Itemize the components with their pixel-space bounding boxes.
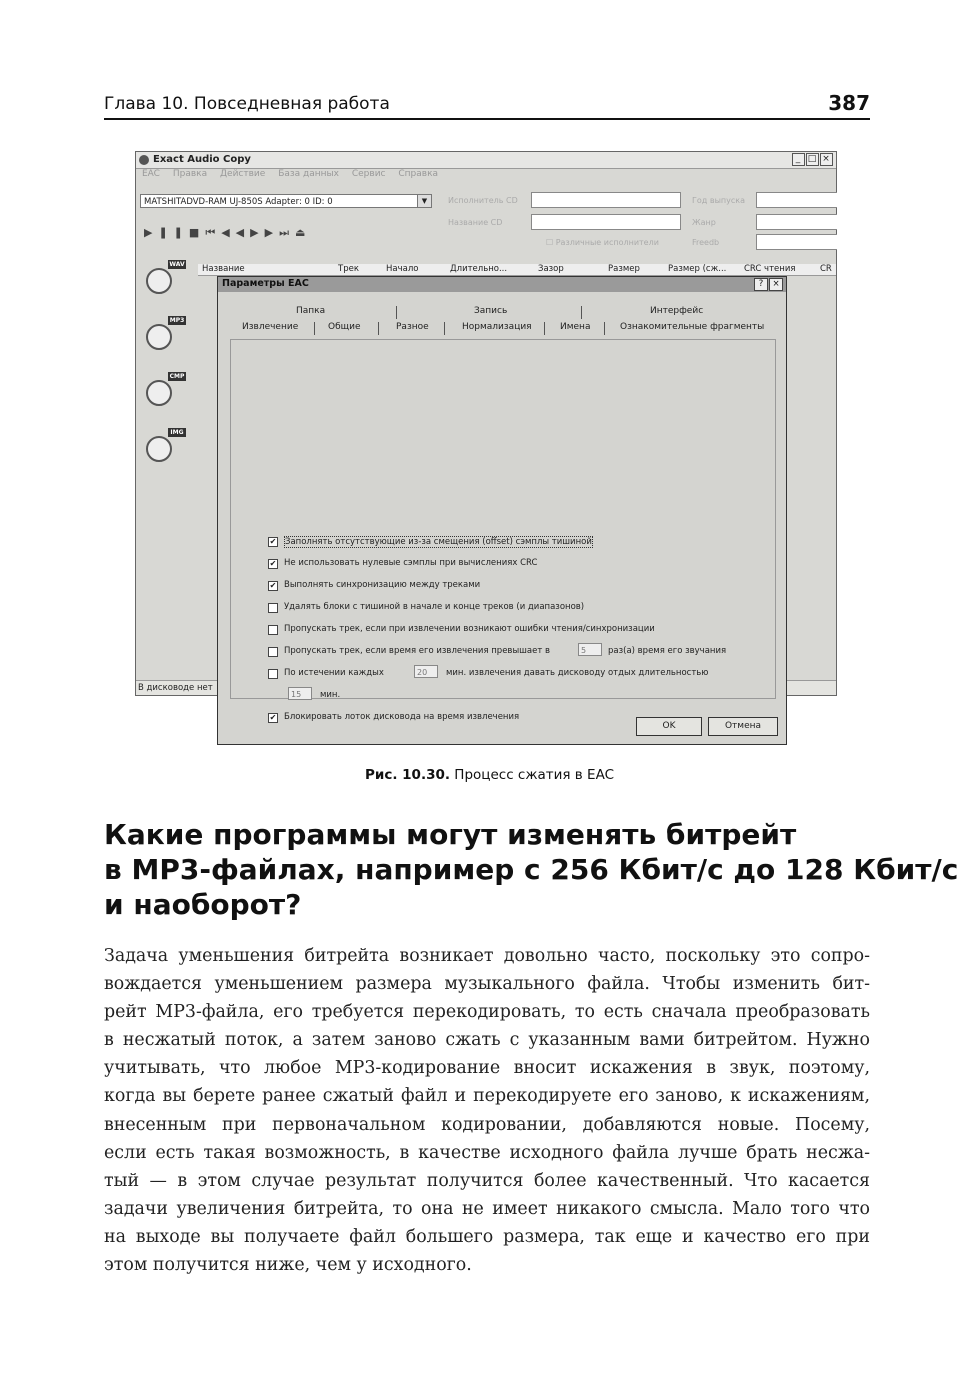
body-line: этом получится ниже, чем у исходного.	[104, 1255, 472, 1276]
col-size[interactable]: Размер	[608, 264, 640, 274]
forward-icon[interactable]: ▶▶	[250, 226, 280, 239]
menu-bar	[136, 169, 836, 183]
year-field[interactable]	[756, 192, 837, 208]
drive-select[interactable]	[140, 194, 432, 208]
col-start[interactable]: Начало	[386, 264, 419, 274]
heading-line: Какие программы могут изменять битрейт	[104, 818, 797, 851]
col-gap[interactable]: Зазор	[538, 264, 564, 274]
cd-artist-label: Исполнитель CD	[448, 196, 518, 205]
caption-text: Процесс сжатия в EAC	[450, 767, 615, 783]
col-crc-read[interactable]: CRC чтения	[744, 264, 796, 274]
col-length[interactable]: Длительно...	[450, 264, 508, 274]
option-label: Пропускать трек, если при извлечении возникают ошибки чтения/синхронизации	[284, 624, 655, 634]
rewind-icon[interactable]: ◀◀	[221, 226, 251, 239]
cd-artist-field[interactable]	[531, 192, 681, 208]
chapter-title: Глава 10. Повседневная работа	[104, 94, 390, 114]
side-img-button[interactable]	[144, 428, 186, 472]
dialog-titlebar	[218, 277, 786, 292]
menu-database[interactable]: База данных	[278, 169, 339, 179]
menu-tools[interactable]: Сервис	[351, 169, 386, 179]
menu-edit[interactable]: Правка	[172, 169, 208, 179]
caption-label: Рис. 10.30.	[364, 767, 450, 783]
pause-icon[interactable]: ❚❚	[158, 226, 189, 239]
checkbox[interactable]	[268, 669, 278, 679]
slow-factor-input[interactable]: 5	[578, 643, 602, 656]
checkbox[interactable]: ✔	[269, 581, 277, 590]
tab-divider	[378, 322, 379, 335]
chevron-down-icon[interactable]: ▼	[417, 195, 431, 207]
window-controls	[791, 153, 833, 166]
tab-previews[interactable]: Ознакомительные фрагменты	[620, 322, 765, 332]
various-artists-label: Различные исполнители	[555, 238, 659, 247]
wav-tag: WAV	[169, 261, 185, 268]
eject-icon[interactable]: ⏏	[294, 226, 312, 239]
help-button[interactable]: ?	[754, 278, 768, 291]
stop-icon[interactable]: ■	[188, 226, 206, 239]
body-paragraph	[104, 942, 870, 1279]
figure-screenshot	[135, 151, 837, 745]
figure-caption	[0, 767, 979, 783]
option-label: Блокировать лоток дисковода на время извлечения	[284, 712, 520, 722]
tab-names[interactable]: Имена	[560, 322, 591, 332]
checkbox[interactable]	[268, 603, 278, 613]
disc-icon	[146, 436, 172, 462]
cd-title-label: Название CD	[448, 218, 503, 227]
genre-label: Жанр	[692, 218, 716, 227]
maximize-button[interactable]: □	[807, 154, 818, 164]
tab-folder[interactable]: Папка	[296, 306, 326, 316]
menu-eac[interactable]: EAC	[142, 169, 160, 179]
col-crc[interactable]: CR	[820, 264, 832, 274]
cd-title-field[interactable]	[531, 214, 681, 230]
side-wav-button[interactable]	[144, 260, 186, 304]
dialog-title: Параметры EAC	[222, 278, 309, 289]
option-label: Удалять блоки с тишиной в начале и конце треков (и диапазонов)	[284, 602, 585, 612]
mp3-tag: MP3	[169, 317, 185, 324]
ok-button[interactable]: OK	[636, 717, 702, 736]
disc-icon	[146, 324, 172, 350]
menu-action[interactable]: Действие	[220, 169, 266, 179]
tab-divider	[314, 322, 315, 335]
drive-value: MATSHITADVD-RAM UJ-850S Adapter: 0 ID: 0	[144, 197, 333, 207]
menu-help[interactable]: Справка	[398, 169, 439, 179]
option-label: Заполнять отсутствующие из-за смещения (offset) сэмплы тишиной	[285, 537, 592, 547]
tab-divider	[604, 322, 605, 335]
status-text: В дисководе нет	[138, 683, 213, 693]
body-line: задачи увеличения битрейта, то она не имеет никакого смысла. Мало того что	[104, 1198, 870, 1219]
window-titlebar	[136, 152, 836, 169]
heading-line: в MP3-файлах, например с 256 Кбит/с до 128 Кбит/с	[104, 853, 959, 886]
heading-line: и наоборот?	[104, 888, 302, 921]
dialog-close-button[interactable]: ×	[769, 278, 783, 291]
col-compressed-size[interactable]: Размер (сж...	[668, 264, 727, 274]
body-line: если есть такая возможность, в качестве исходного файла лучше брать несжа-	[104, 1142, 870, 1163]
tab-divider	[581, 306, 582, 319]
play-icon[interactable]: ▶	[144, 226, 159, 239]
body-line: Задача уменьшения битрейта возникает довольно часто, поскольку это сопро-	[104, 946, 870, 966]
body-line: когда вы берете ранее сжатый файл и перекодируете его заново, к искажениям,	[104, 1086, 870, 1107]
tab-divider	[444, 322, 445, 335]
body-line: в несжатый поток, а затем заново сжать с указанным вами битрейтом. Нужно	[104, 1030, 870, 1051]
body-line: на выходе вы получаете файл большего размера, так еще и качество его при	[104, 1226, 870, 1247]
checkbox[interactable]: ✔	[269, 559, 277, 568]
eac-options-dialog: Параметры EAC ? × Папка Запись Интерфейс Извлечение Общие Разное Нормализация Имена Ознакомительные фрагменты ✔ Заполнять отсутствующие из-за смещения (offset) сэмплы тишиной ✔ Не использовать нулевые сэмплы при вычислениях CRC ✔ Выполнять синхронизацию между треками Удалять блоки с тишиной в начале и конце треков (и диапазонов) Пропускать трек, если при извлечении возникают ошибки чтения/синхронизации Пропускать трек, если время его извлечения превышает в 5 раз(а) время его звучания По истечении каждых 20 мин. извлечения давать дисководу отдых длительностью 15 мин. ✔ Блокировать лоток дисковода на время извлечения OK Отмена	[217, 276, 787, 745]
page-number: 387	[828, 91, 870, 115]
option-label: Выполнять синхронизацию между треками	[284, 580, 481, 590]
tab-divider	[396, 306, 397, 319]
col-track[interactable]: Трек	[338, 264, 359, 274]
cmp-tag: CMP	[169, 373, 185, 380]
option-label: Не использовать нулевые сэмплы при вычислениях CRC	[284, 558, 538, 568]
rest-interval-input[interactable]: 20	[414, 665, 438, 678]
eac-app-icon	[139, 155, 149, 165]
close-button[interactable]: ×	[820, 153, 833, 166]
various-artists-checkbox[interactable]: ☐ Различные исполнители	[546, 238, 659, 247]
extraction-panel	[230, 339, 776, 699]
body-line: вождается уменьшением размера музыкального файла. Чтобы изменить бит-	[104, 974, 870, 995]
checkbox[interactable]: ✔	[269, 713, 277, 722]
minimize-button[interactable]: _	[792, 153, 805, 166]
body-line: учитывать, что любое MP3-кодирование вносит искажения в звук, поэтому,	[104, 1058, 870, 1079]
year-label: Год выпуска	[692, 196, 745, 205]
disc-icon	[146, 268, 172, 294]
track-list-header	[198, 264, 836, 276]
img-tag: IMG	[168, 428, 186, 437]
genre-field[interactable]	[756, 214, 837, 230]
option-label: По истечении каждых	[284, 668, 384, 678]
checkbox[interactable]	[268, 647, 278, 657]
tab-normalization[interactable]: Нормализация	[462, 322, 532, 332]
side-mp3-button[interactable]	[144, 316, 186, 360]
tab-interface[interactable]: Интерфейс	[650, 306, 704, 316]
prev-track-icon[interactable]: ⏮	[205, 226, 222, 239]
tab-general[interactable]: Общие	[328, 322, 361, 332]
col-title[interactable]: Название	[202, 264, 245, 274]
tab-extraction[interactable]: Извлечение	[242, 322, 299, 332]
tabs-row-bottom	[218, 322, 786, 335]
side-cmp-button[interactable]	[144, 372, 186, 416]
freedb-label: Freedb	[692, 238, 720, 247]
transport-controls	[144, 226, 311, 240]
running-head	[104, 92, 870, 120]
option-label: Пропускать трек, если время его извлечения превышает в	[284, 646, 551, 656]
tabs-row-top	[218, 306, 786, 319]
body-line: рейт MP3-файла, его требуется перекодировать, то есть сначала преобразовать	[104, 1002, 870, 1023]
tab-misc[interactable]: Разное	[396, 322, 429, 332]
section-heading	[104, 817, 959, 922]
freedb-field[interactable]	[756, 234, 837, 250]
cancel-button[interactable]: Отмена	[708, 717, 778, 736]
tab-divider	[544, 322, 545, 335]
disc-icon	[146, 380, 172, 406]
next-track-icon[interactable]: ⏭	[279, 226, 295, 239]
tab-write[interactable]: Запись	[474, 306, 508, 316]
checkbox[interactable]: ✔	[269, 537, 277, 546]
body-line: внесенным при первоначальном кодировании, добавляются новые. Посему,	[104, 1114, 870, 1135]
window-title: Exact Audio Copy	[153, 154, 251, 165]
checkbox[interactable]	[268, 625, 278, 635]
rest-duration-input[interactable]: 15	[288, 687, 312, 700]
body-line: тый — в этом случае результат получится более качественный. Что касается	[104, 1170, 870, 1191]
